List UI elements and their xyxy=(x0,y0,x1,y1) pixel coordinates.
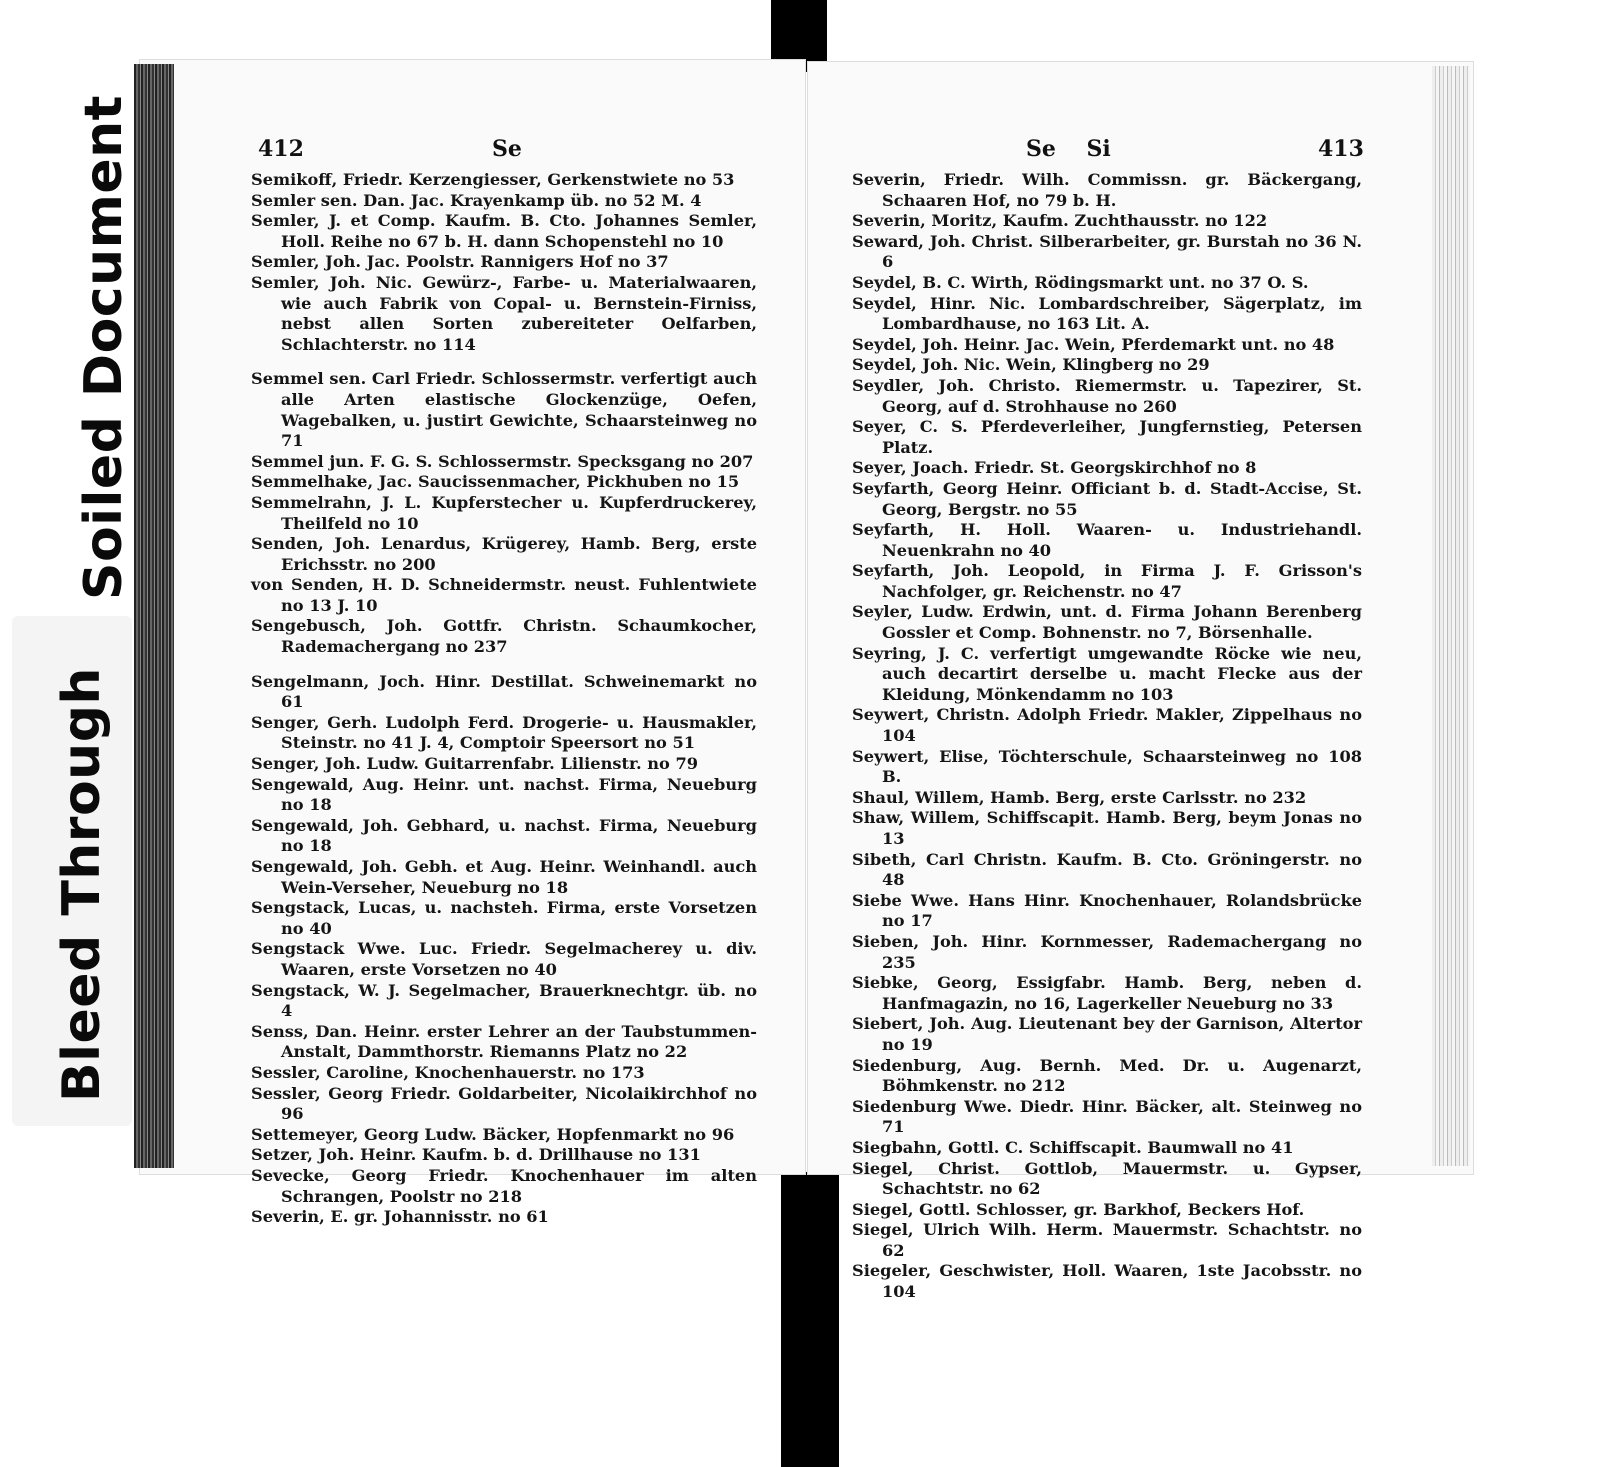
directory-entry: Siedenburg, Aug. Bernh. Med. Dr. u. Augenarzt, Böhmkenstr. no 212 xyxy=(852,1055,1362,1096)
left-page-edge xyxy=(134,64,174,1168)
directory-entry: Siegel, Gottl. Schlosser, gr. Barkhof, Beckers Hof. xyxy=(852,1199,1305,1219)
directory-entry: Setzer, Joh. Heinr. Kaufm. b. d. Drillhause no 131 xyxy=(251,1145,701,1165)
left-running-head: Se xyxy=(492,136,522,162)
directory-entry: Seydel, Joh. Heinr. Jac. Wein, Pferdemarkt unt. no 48 xyxy=(852,334,1335,354)
directory-entry: Seyer, C. S. Pferdeverleiher, Jungfernstieg, Petersen Platz. xyxy=(852,417,1362,457)
right-running-head: Se Si xyxy=(1026,136,1111,162)
directory-entry: Seywert, Christn. Adolph Friedr. Makler, Zippelhaus no 104 xyxy=(852,705,1362,746)
directory-entry: Sengstack, W. J. Segelmacher, Brauerknechtgr. üb. no 4 xyxy=(251,980,757,1021)
directory-entry: Seward, Joh. Christ. Silberarbeiter, gr. Burstah no 36 N. 6 xyxy=(852,231,1362,272)
gutter-bar-bottom xyxy=(781,1172,839,1467)
directory-entry: Senss, Dan. Heinr. erster Lehrer an der Taubstummen-Anstalt, Dammthorstr. Riemanns Platz no 22 xyxy=(251,1021,757,1062)
directory-entry: Siebke, Georg, Essigfabr. Hamb. Berg, neben d. Hanfmagazin, no 16, Lagerkeller Neueburg no 33 xyxy=(852,973,1362,1013)
directory-entry: Siegeler, Geschwister, Holl. Waaren, 1ste Jacobsstr. no 104 xyxy=(852,1261,1362,1302)
directory-entry: Sengelmann, Joch. Hinr. Destillat. Schweinemarkt no 61 xyxy=(251,671,757,712)
left-page-number: 412 xyxy=(258,136,304,162)
bleed-through-stamp xyxy=(12,616,132,1126)
bleed-through-label: Bleed Through xyxy=(52,667,112,1102)
directory-entry: Seyring, J. C. verfertigt umgewandte Röcke wie neu, auch decartirt derselbe u. macht Flecke aus der Kleidung, Mönkendamm no 103 xyxy=(852,643,1362,704)
directory-entry: Seyler, Ludw. Erdwin, unt. d. Firma Johann Berenberg Gossler et Comp. Bohnenstr. no 7, Börsenhalle. xyxy=(852,602,1362,643)
directory-entry: Senden, Joh. Lenardus, Krügerey, Hamb. Berg, erste Erichsstr. no 200 xyxy=(251,534,757,574)
right-page-number: 413 xyxy=(1318,136,1364,162)
soiled-document-label: Soiled Document xyxy=(74,95,134,600)
directory-entry: Shaul, Willem, Hamb. Berg, erste Carlsstr. no 232 xyxy=(852,787,1307,807)
directory-entry: Siedenburg Wwe. Diedr. Hinr. Bäcker, alt. Steinweg no 71 xyxy=(852,1096,1362,1137)
directory-entry: Seyfarth, Georg Heinr. Officiant b. d. Stadt-Accise, St. Georg, Bergstr. no 55 xyxy=(852,478,1362,519)
directory-entry: Sengstack Wwe. Luc. Friedr. Segelmacherey u. div. Waaren, erste Vorsetzen no 40 xyxy=(251,939,757,979)
directory-entry: Semler, Joh. Nic. Gewürz-, Farbe- u. Materialwaaren, wie auch Fabrik von Copal- u. Bernstein-Firniss, nebst allen Sorten zubereiteter Oelfarben, Schlachterstr. no 114 xyxy=(251,272,757,354)
directory-entry: Seyfarth, Joh. Leopold, in Firma J. F. Grisson's Nachfolger, gr. Reichenstr. no 47 xyxy=(852,561,1362,601)
directory-entry: Sibeth, Carl Christn. Kaufm. B. Cto. Gröningerstr. no 48 xyxy=(852,849,1362,890)
directory-entry: Sengebusch, Joh. Gottfr. Christn. Schaumkocher, Rademachergang no 237 xyxy=(251,616,757,657)
directory-entry: Seydel, Hinr. Nic. Lombardschreiber, Sägerplatz, im Lombardhause, no 163 Lit. A. xyxy=(852,293,1362,334)
directory-entry: Sengewald, Joh. Gebhard, u. nachst. Firma, Neueburg no 18 xyxy=(251,815,757,856)
directory-entry: Sengewald, Joh. Gebh. et Aug. Heinr. Weinhandl. auch Wein-Verseher, Neueburg no 18 xyxy=(251,857,757,897)
right-entries xyxy=(852,170,1362,1303)
directory-entry: Seywert, Elise, Töchterschule, Schaarsteinweg no 108 B. xyxy=(852,746,1362,787)
directory-entry: Sengewald, Aug. Heinr. unt. nachst. Firma, Neueburg no 18 xyxy=(251,774,757,815)
directory-entry: Severin, Moritz, Kaufm. Zuchthausstr. no 122 xyxy=(852,211,1268,231)
directory-entry: Seydel, B. C. Wirth, Rödingsmarkt unt. no 37 O. S. xyxy=(852,272,1309,292)
directory-entry: Semler sen. Dan. Jac. Krayenkamp üb. no 52 M. 4 xyxy=(251,190,702,210)
directory-entry: Semmelhake, Jac. Saucissenmacher, Pickhuben no 15 xyxy=(251,472,740,492)
directory-entry: Severin, E. gr. Johannisstr. no 61 xyxy=(251,1207,549,1227)
directory-entry: Seydel, Joh. Nic. Wein, Klingberg no 29 xyxy=(852,355,1210,375)
directory-entry: Shaw, Willem, Schiffscapit. Hamb. Berg, beym Jonas no 13 xyxy=(852,808,1362,848)
directory-entry: Sieben, Joh. Hinr. Kornmesser, Rademachergang no 235 xyxy=(852,931,1362,972)
directory-entry: Semler, J. et Comp. Kaufm. B. Cto. Johannes Semler, Holl. Reihe no 67 b. H. dann Schopenstehl no 10 xyxy=(251,211,757,251)
directory-entry: Sessler, Georg Friedr. Goldarbeiter, Nicolaikirchhof no 96 xyxy=(251,1083,757,1124)
directory-entry: von Senden, H. D. Schneidermstr. neust. Fuhlentwiete no 13 J. 10 xyxy=(251,575,757,615)
soiled-document-stamp xyxy=(66,66,134,606)
directory-entry: Seyfarth, H. Holl. Waaren- u. Industriehandl. Neuenkrahn no 40 xyxy=(852,520,1362,560)
directory-entry: Severin, Friedr. Wilh. Commissn. gr. Bäckergang, Schaaren Hof, no 79 b. H. xyxy=(852,170,1362,210)
directory-entry: Settemeyer, Georg Ludw. Bäcker, Hopfenmarkt no 96 xyxy=(251,1124,735,1144)
directory-entry: Siebert, Joh. Aug. Lieutenant bey der Garnison, Altertor no 19 xyxy=(852,1014,1362,1054)
directory-entry: Siegbahn, Gottl. C. Schiffscapit. Baumwall no 41 xyxy=(852,1137,1294,1157)
directory-entry: Senger, Joh. Ludw. Guitarrenfabr. Lilienstr. no 79 xyxy=(251,754,698,774)
directory-entry: Semmel sen. Carl Friedr. Schlossermstr. verfertigt auch alle Arten elastische Glockenzüge, Oefen, Wagebalken, u. justirt Gewichte, Schaarsteinweg no 71 xyxy=(251,369,757,451)
directory-entry: Seyer, Joach. Friedr. St. Georgskirchhof no 8 xyxy=(852,458,1257,478)
directory-entry: Sevecke, Georg Friedr. Knochenhauer im alten Schrangen, Poolstr no 218 xyxy=(251,1165,757,1206)
directory-entry: Senger, Gerh. Ludolph Ferd. Drogerie- u. Hausmakler, Steinstr. no 41 J. 4, Comptoir Speersort no 51 xyxy=(251,712,757,753)
directory-entry: Semler, Joh. Jac. Poolstr. Rannigers Hof no 37 xyxy=(251,252,669,272)
left-entries xyxy=(251,170,757,1228)
directory-entry: Sengstack, Lucas, u. nachsteh. Firma, erste Vorsetzen no 40 xyxy=(251,898,757,938)
directory-entry: Siegel, Ulrich Wilh. Herm. Mauermstr. Schachtstr. no 62 xyxy=(852,1220,1362,1260)
right-page-edge xyxy=(1432,66,1470,1166)
directory-entry: Semikoff, Friedr. Kerzengiesser, Gerkenstwiete no 53 xyxy=(251,170,735,189)
directory-entry: Siebe Wwe. Hans Hinr. Knochenhauer, Rolandsbrücke no 17 xyxy=(852,890,1362,931)
directory-entry: Seydler, Joh. Christo. Riemermstr. u. Tapezirer, St. Georg, auf d. Strohhause no 260 xyxy=(852,375,1362,416)
directory-entry: Semmelrahn, J. L. Kupferstecher u. Kupferdruckerey, Theilfeld no 10 xyxy=(251,492,757,533)
directory-entry: Siegel, Christ. Gottlob, Mauermstr. u. Gypser, Schachtstr. no 62 xyxy=(852,1158,1362,1199)
directory-entry: Semmel jun. F. G. S. Schlossermstr. Specksgang no 207 xyxy=(251,451,754,471)
directory-entry: Sessler, Caroline, Knochenhauerstr. no 173 xyxy=(251,1062,645,1082)
